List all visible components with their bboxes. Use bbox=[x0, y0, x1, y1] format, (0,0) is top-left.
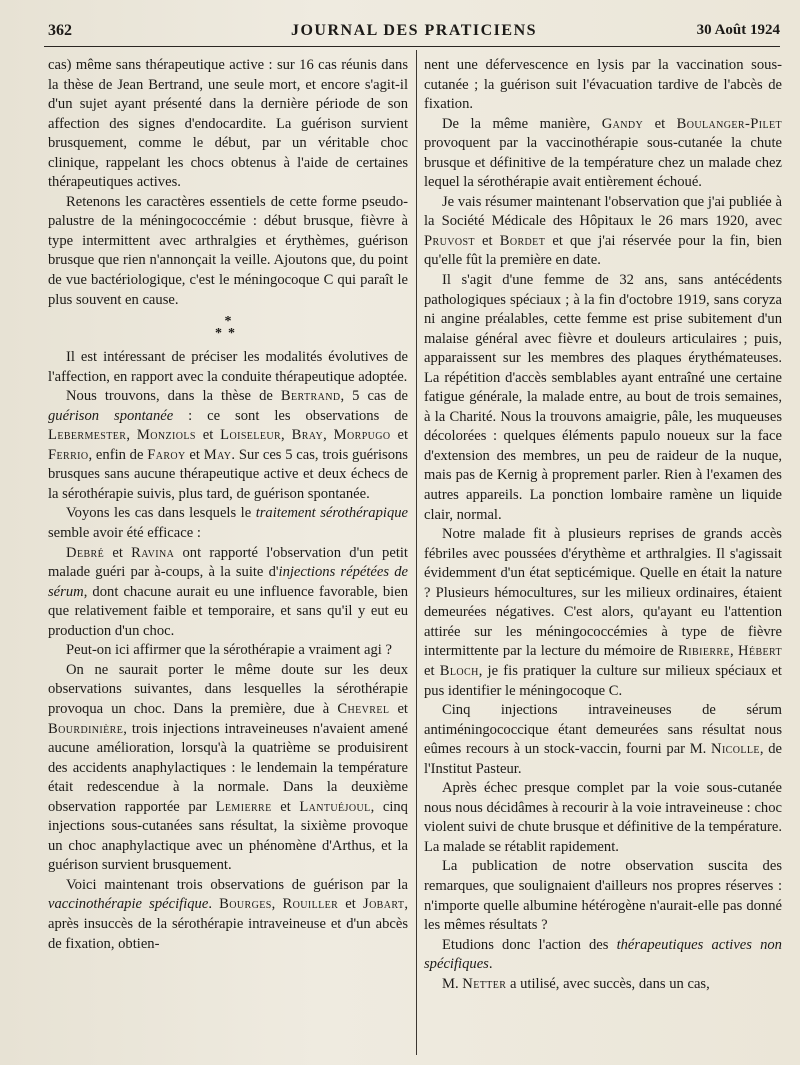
author-name: Boulanger-Pilet bbox=[676, 115, 782, 132]
author-name: Bray bbox=[291, 427, 324, 444]
author-name: Bloch bbox=[439, 662, 479, 679]
column-divider bbox=[416, 50, 417, 1055]
paragraph: Peut-on ici affirmer que la sérothérapie a vraiment agi ? bbox=[66, 642, 392, 659]
author-name: Monziols bbox=[136, 427, 196, 444]
author-name: Hébert bbox=[738, 643, 782, 660]
paragraph: Nous trouvons, dans la thèse de Bertrand, 5 cas de guérison spontanée : ce sont les observations de Lebermester, Monziols et Loiseleur, Bray, Morpugo et Ferrio, enfin de Faroy et May. Sur ces 5 cas, trois guérisons brusques sans aucune thérapeutique active et deux échecs de la sérothérapie suivis, plus tard, de guérison spontanée. bbox=[48, 388, 408, 502]
author-name: Lantuéjoul bbox=[299, 798, 371, 815]
paragraph: De la même manière, Gandy et Boulanger-Pilet provoquent par la vaccinothérapie sous-cutanée la chute brusque et définitive de la température chez un malade chez lequel la sérothérapie avait entièrement échoué. bbox=[424, 115, 782, 191]
separator-star: * bbox=[224, 314, 232, 330]
author-name: Bourdinière bbox=[48, 720, 124, 737]
paragraph: On ne saurait porter le même doute sur les deux observations suivantes, dans lesquelles la sérothérapie provoqua un choc. Dans la première, due à Chevrel et Bourdinière, trois injections intraveineuses n'avaient amené aucune amélioration, lorsqu'à la quatrième se produisirent des accidents anaphylactiques : le lendemain la température était redescendue à la normale. Dans la deuxième observation rapportée par Lemierre et Lantuéjoul, cinq injections sous-cutanées sans résultat, la sixième provoque un choc anaphylactique avec un phénomène d'Arthus, et la guérison survient brusquement. bbox=[48, 661, 408, 874]
emphasis: thérapeutiques actives non spécifiques bbox=[424, 936, 782, 973]
author-name: Nicolle bbox=[711, 741, 760, 758]
author-name: Jobart bbox=[362, 896, 405, 913]
paragraph: Debré et Ravina ont rapporté l'observation d'un petit malade guéri par à-coups, à la suite d'injections répétées de sérum, dont chacune aurait eu une influence favorable, bien que relativement faible et temporaire, et sans qu'il y eut eu production d'un choc. bbox=[48, 544, 408, 639]
issue-date: 30 Août 1924 bbox=[696, 22, 780, 38]
section-separator bbox=[48, 316, 408, 340]
separator-stars: ** bbox=[215, 326, 241, 342]
running-header bbox=[48, 18, 780, 46]
author-name: Gandy bbox=[601, 115, 644, 132]
author-name: Bordet bbox=[499, 232, 546, 249]
paragraph: La publication de notre observation suscita des remarques, que soulignaient d'ailleurs nos propres réserves : n'importe quelle albumine hétérogène n'aurait-elle pas donné les mêmes résultats ? bbox=[424, 858, 782, 934]
author-name: Morpugo bbox=[333, 427, 391, 444]
paragraph: Voyons les cas dans lesquels le traitement sérothérapique semble avoir été efficace : bbox=[48, 505, 408, 542]
emphasis: traitement sérothérapique bbox=[255, 505, 408, 522]
emphasis: guérison spontanée bbox=[48, 407, 174, 424]
author-name: Chevrel bbox=[337, 700, 390, 717]
author-name: May bbox=[203, 446, 232, 463]
page-number: 362 bbox=[48, 22, 72, 39]
author-name: Ravina bbox=[131, 544, 175, 561]
author-name: Lebermester bbox=[48, 427, 127, 444]
author-name: Loiseleur bbox=[220, 427, 282, 444]
author-name: Ferrio bbox=[48, 446, 89, 463]
paragraph: Retenons les caractères essentiels de cette forme pseudo-palustre de la méningococcémie : début brusque, fièvre à type intermittent avec arthralgies et érythèmes, guérison brusque que rien n'annonçait la veille. Ajoutons que, du point de vue bactériologique, c'est le méningocoque C qui paraît le plus souvent en cause. bbox=[48, 193, 408, 308]
paragraph: Etudions donc l'action des thérapeutiques actives non spécifiques. bbox=[424, 936, 782, 973]
paragraph: Voici maintenant trois observations de guérison par la vaccinothérapie spécifique. Bourges, Rouiller et Jobart, après insuccès de la sérothérapie intraveineuse et d'un abcès de fixation, obtien- bbox=[48, 876, 408, 952]
author-name: Debré bbox=[66, 544, 105, 561]
author-name: Bertrand bbox=[280, 388, 341, 405]
author-name: Lemierre bbox=[215, 798, 272, 815]
author-name: Rouiller bbox=[282, 896, 339, 913]
paragraph: Cinq injections intraveineuses de sérum antiméningococcique étant demeurées sans résultat nous eûmes recours à un stock-vaccin, fourni par M. Nicolle, de l'Institut Pasteur. bbox=[424, 702, 782, 777]
paragraph: Je vais résumer maintenant l'observation que j'ai publiée à la Société Médicale des Hôpitaux le 26 mars 1920, avec Pruvost et Bordet et que j'ai réservée pour la fin, bien qu'elle fût la première en date. bbox=[424, 193, 782, 269]
author-name: Faroy bbox=[147, 446, 186, 463]
author-name: Pruvost bbox=[424, 232, 475, 249]
paragraph: Après échec presque complet par la voie sous-cutanée nous nous décidâmes à recourir à la voie intraveineuse : choc violent suivi de chute brusque et définitive de la température. La malade se rétablit rapidement. bbox=[424, 780, 782, 855]
emphasis: vaccinothérapie spécifique bbox=[48, 896, 209, 913]
author-name: Netter bbox=[462, 975, 507, 992]
paragraph: nent une défervescence en lysis par la vaccination sous-cutanée ; la guérison suit l'évacuation tardive de l'abcès de fixation. bbox=[424, 57, 782, 113]
author-name: Bourges bbox=[219, 896, 272, 913]
paragraph: Il est intéressant de préciser les modalités évolutives de l'affection, en rapport avec la conduite thérapeutique adoptée. bbox=[48, 349, 408, 385]
emphasis: injections répétées de sérum bbox=[48, 564, 408, 600]
paragraph: Il s'agit d'une femme de 32 ans, sans antécédents pathologiques spéciaux ; à la fin d'octobre 1919, sans coryza ni angine préalables, cette femme est prise subitement d'un malaise général avec fièvre et douleurs articulaires ; puis, apparaissent sur les membres des plaques érythémateuses. La répétition d'accès semblables ayant entraîné une certaine fatigue générale, la malade entre, au bout de trois semaines, à la Charité. Nous la trouvons amaigrie, pâle, les muqueuses décolorées : quelques éléments papulo noueux sur la face d'extension des membres, un peu de raideur de la nuque, mais pas de Kernig à proprement parler. Rien à l'examen des autres appareils. La ponction lombaire ramène un liquide clair, normal. bbox=[424, 272, 782, 523]
journal-title: JOURNAL DES PRATICIENS bbox=[290, 22, 538, 39]
paragraph: M. Netter a utilisé, avec succès, dans un cas, bbox=[442, 975, 710, 992]
right-column bbox=[424, 56, 782, 1056]
header-rule bbox=[44, 46, 780, 47]
left-column bbox=[48, 56, 408, 1056]
paragraph: Notre malade fit à plusieurs reprises de grands accès fébriles avec poussées d'érythème et arthralgies. Il s'agissait évidemment d'un état septicémique. Quelle en était la nature ? Plusieurs hémocultures, sur les milieux ordinaires, étaient demeurées négatives. C'est alors, qu'ayant eu l'attention attirée sur les méningococcémies à type de fièvre intermittente par la lecture du mémoire de Ribierre, Hébert et Bloch, je fis pratiquer la culture sur milieux spéciaux et pus identifier le méningocoque C. bbox=[424, 526, 782, 699]
author-name: Ribierre bbox=[678, 643, 730, 660]
paragraph: cas) même sans thérapeutique active : sur 16 cas réunis dans la thèse de Jean Bertrand, une seule mort, et encore s'agit-il d'un sujet ayant présenté dans la dernière période de son affection des signes d'endocardite. La guérison survient brusquement, comme le début, par un véritable choc clinique, rappelant les chocs obtenus à l'aide de certaines thérapeutiques actives. bbox=[48, 57, 408, 191]
